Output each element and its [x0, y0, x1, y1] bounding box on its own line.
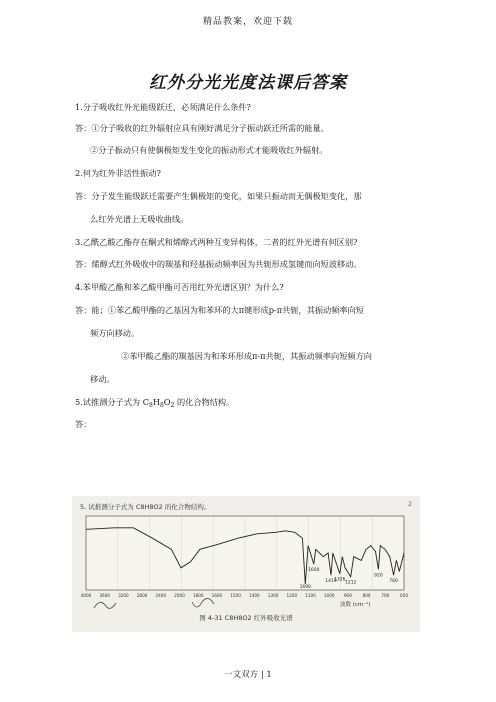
- handwritten-mark-2: [192, 598, 214, 607]
- x-tick-label: 3200: [118, 593, 129, 598]
- formula-o-count: 2: [170, 402, 175, 409]
- answer-4-part-1: 答：能；①苯乙酸甲酯的乙基因为和苯环的大π键形成p-π共轭，其振动频率向短: [75, 305, 364, 315]
- page-footer: 一文双方 | 1: [224, 670, 272, 680]
- peak-label: 1419: [325, 579, 337, 585]
- x-tick-label: 1800: [192, 593, 204, 598]
- x-tick-label: 1200: [286, 593, 298, 598]
- peak-label: 1326: [334, 577, 346, 583]
- x-tick-label: 1600: [211, 593, 223, 598]
- peak-label: 920: [374, 573, 383, 579]
- x-tick-label: 2800: [136, 593, 148, 598]
- x-tick-label: 2000: [174, 593, 185, 598]
- answer-4-part-2-cont: 移动。: [90, 374, 115, 384]
- x-tick-label: 800: [362, 593, 371, 598]
- x-tick-label: 4000: [80, 593, 92, 598]
- x-tick-label: 1400: [249, 593, 260, 598]
- page-corner-number: 2: [408, 501, 412, 508]
- peak-label: 1600: [308, 568, 320, 574]
- question-3: 3.乙酰乙酸乙酯存在酮式和烯醇式两种互变异构体，二者的红外光谱有何区别?: [75, 237, 358, 247]
- question-5-suffix: 的化合物结构。: [174, 397, 235, 407]
- peak-label: 1212: [344, 580, 357, 586]
- question-4: 4.苯甲酸乙酯和苯乙酸甲酯可否用红外光谱区别？为什么?: [75, 282, 284, 292]
- x-tick-label: 700: [381, 593, 390, 598]
- formula-h-count: 8: [159, 402, 164, 409]
- question-2: 2.何为红外非活性振动?: [75, 168, 161, 178]
- x-tick-label: 2400: [155, 593, 167, 598]
- ir-spectrum-chart: [72, 496, 420, 632]
- question-5: [75, 396, 234, 412]
- x-tick-label: 1500: [230, 593, 241, 598]
- answer-3: 答：烯醇式红外吸收中的羰基和羟基振动频率因为共轭形成氢键而向短波移动。: [75, 259, 362, 269]
- peak-label: 1690: [299, 585, 312, 590]
- figure-caption-bottom: 图 4-31 C8H8O2 红外吸收光谱: [199, 614, 293, 622]
- answer-5-label: 答：: [75, 419, 92, 429]
- handwritten-mark-1: [94, 602, 116, 608]
- x-tick-label: 1000: [323, 593, 335, 598]
- answer-2-line-1: 答：分子发生能级跃迁需要产生偶极矩的变化，如果只振动而无偶极矩变化，那: [75, 191, 362, 201]
- ir-spectrum-photo: [72, 496, 420, 632]
- document-title: 红外分光光度法课后答案: [149, 73, 347, 93]
- x-tick-label: 900: [343, 593, 352, 598]
- formula-h: H: [152, 397, 160, 407]
- x-tick-label: 1300: [267, 593, 279, 598]
- x-axis-unit: 波数 (cm⁻¹): [340, 602, 371, 608]
- question-5-prefix: 5.试推测分子式为: [75, 397, 143, 407]
- x-tick-label: 3600: [99, 593, 111, 598]
- answer-1-part-1: 答：①分子吸收的红外辐射应具有刚好满足分子振动跃迁所需的能量。: [75, 123, 329, 133]
- formula-o: O: [163, 397, 171, 407]
- figure-caption-top: 5. 试推测分子式为 C8H8O2 的化合物结构。: [80, 503, 211, 511]
- x-tick-label: 650: [400, 593, 408, 598]
- answer-4-part-2: ②苯甲酸乙酯的羰基因为和苯环形成π-π共轭，其振动频率向短频方向: [121, 351, 372, 361]
- answer-1-part-2: ②分子振动只有使偶极矩发生变化的振动形式才能吸收红外辐射。: [90, 145, 328, 155]
- question-1: 1.分子吸收红外光能级跃迁，必须满足什么条件?: [75, 102, 251, 112]
- answer-4-part-1-cont: 频方向移动。: [90, 328, 140, 338]
- page-header: 精品教案，欢迎下载: [202, 17, 293, 27]
- peak-label: 760: [389, 579, 398, 585]
- x-tick-label: 1100: [305, 593, 316, 598]
- formula-c-count: 8: [149, 402, 153, 409]
- x-tick-labels: [81, 593, 409, 598]
- formula-c: C: [142, 397, 149, 407]
- answer-2-line-2: 么红外光谱上无吸收曲线。: [90, 214, 189, 224]
